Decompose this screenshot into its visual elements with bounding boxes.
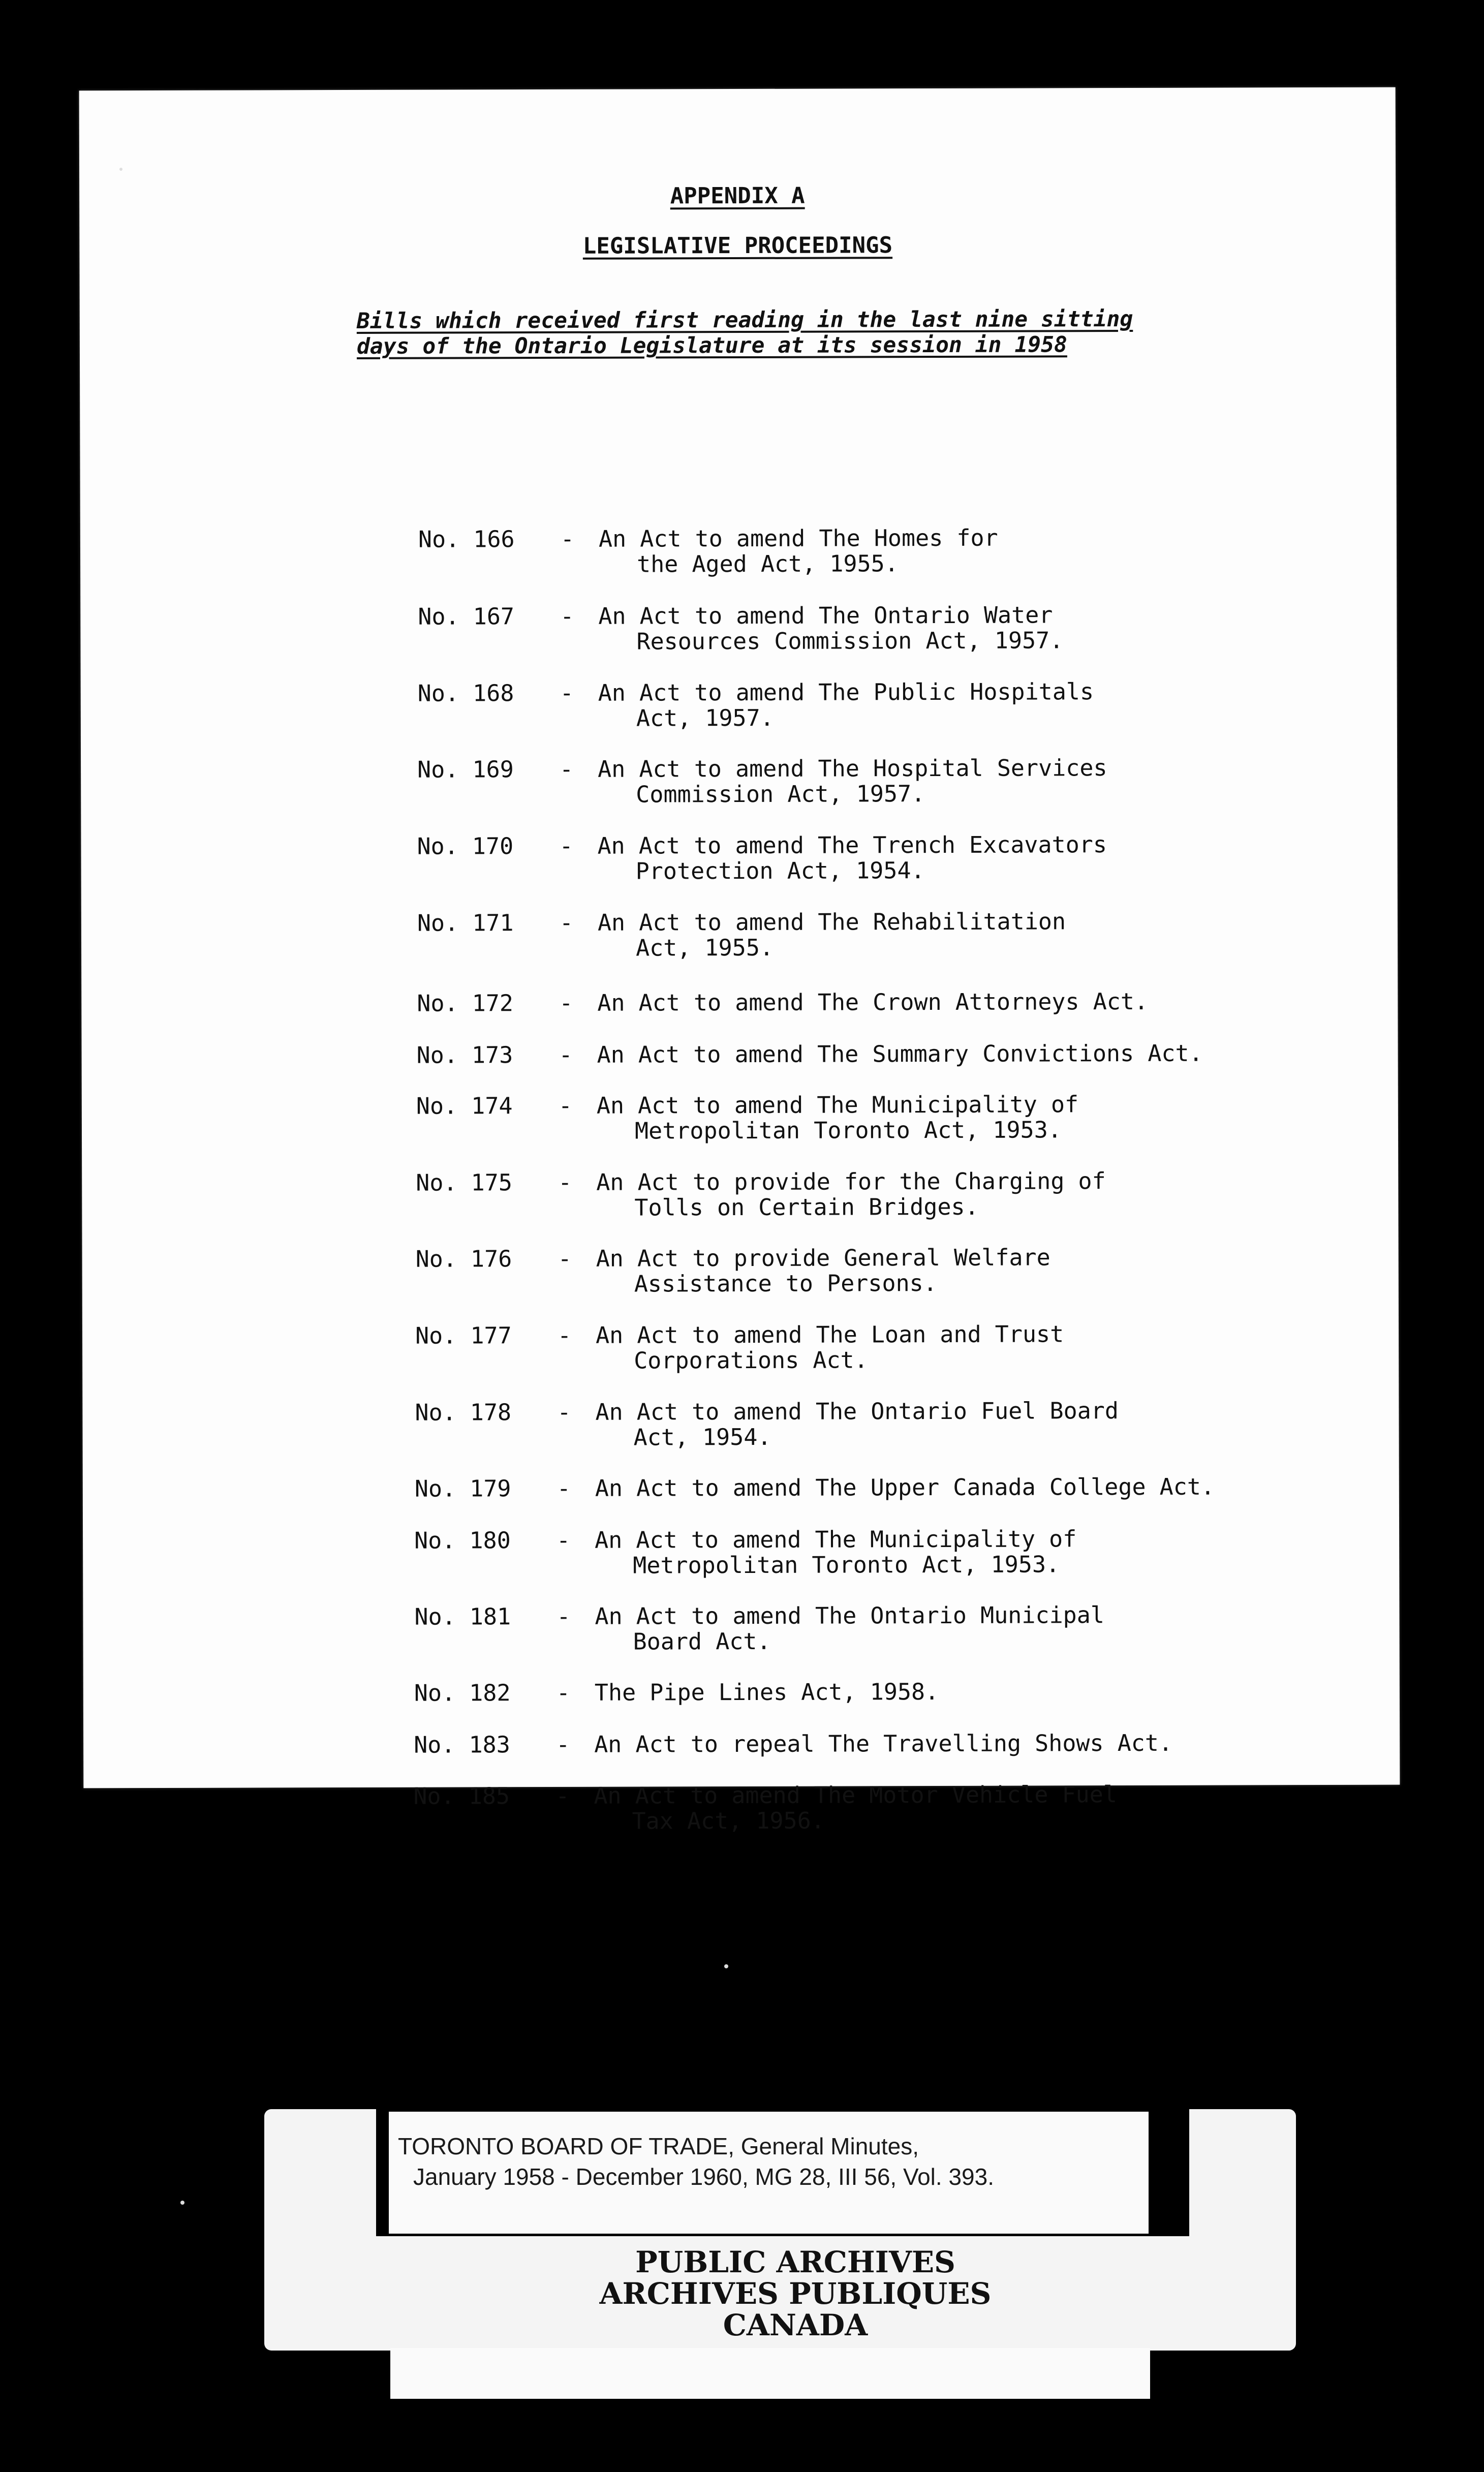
bill-dash: -	[556, 1731, 570, 1758]
bill-dash: -	[558, 1245, 572, 1272]
bill-title	[595, 1679, 1204, 1706]
bill-entry	[83, 1601, 1399, 1655]
bill-number: No. 171	[417, 909, 514, 937]
bill-title-line-2: Commission Act, 1957.	[636, 780, 925, 808]
bill-entry	[82, 1167, 1398, 1221]
bill-dash: -	[557, 1398, 571, 1426]
bill-entry	[82, 1039, 1398, 1069]
bill-title-line-2: Resources Commission Act, 1957.	[636, 627, 1064, 655]
bill-title-line-2: Act, 1954.	[633, 1423, 771, 1451]
document-page	[79, 87, 1400, 1835]
bill-number: No. 172	[417, 990, 514, 1017]
bill-title	[595, 1398, 1205, 1450]
section-heading: LEGISLATIVE PROCEEDINGS	[582, 232, 893, 259]
bill-title	[596, 1321, 1205, 1374]
bill-title-line-1: The Pipe Lines Act, 1958.	[594, 1678, 939, 1706]
bill-title	[598, 909, 1208, 961]
citation-org: TORONTO BOARD OF TRADE,	[398, 2133, 734, 2159]
bill-title	[594, 1782, 1203, 1834]
bill-number: No. 169	[417, 756, 514, 783]
citation-title: General Minutes,	[734, 2133, 919, 2159]
bill-number: No. 170	[417, 832, 514, 860]
bill-dash: -	[558, 1092, 573, 1119]
bill-title	[597, 1041, 1207, 1068]
bill-entry	[80, 524, 1397, 578]
bill-entry	[83, 1678, 1400, 1707]
label-bottom-strip	[390, 2348, 1150, 2399]
bill-title-line-2: Assistance to Persons.	[634, 1269, 937, 1297]
bill-number: No. 180	[414, 1527, 511, 1554]
bill-title	[597, 989, 1207, 1016]
bill-entry	[83, 1729, 1400, 1758]
bill-entry	[80, 601, 1397, 655]
archives-line-1: PUBLIC ARCHIVES	[635, 2245, 955, 2279]
bill-number: No. 176	[415, 1245, 512, 1273]
bill-title-line-1: An Act to amend The Rehabilitation	[597, 908, 1066, 936]
bill-dash: -	[559, 832, 573, 859]
bill-entry	[83, 1473, 1399, 1502]
bill-dash: -	[560, 602, 574, 630]
bill-title-line-2: Corporations Act.	[634, 1346, 868, 1374]
archives-line-2: ARCHIVES PUBLIQUES	[599, 2276, 992, 2311]
bill-dash: -	[558, 1168, 572, 1196]
bill-number: No. 185	[413, 1782, 510, 1810]
bill-title-line-1: An Act to provide General Welfare	[596, 1244, 1050, 1272]
bill-title	[595, 1526, 1204, 1579]
bill-title-line-1: An Act to amend The Upper Canada College Act.	[595, 1473, 1215, 1502]
bill-dash: -	[557, 1321, 572, 1349]
bill-entry	[83, 1525, 1399, 1579]
bill-title-line-1: An Act to repeal The Travelling Shows Act.	[594, 1729, 1173, 1758]
film-speck	[724, 1964, 728, 1968]
bill-title-line-2: Protection Act, 1954.	[635, 857, 925, 885]
bill-title-line-2: Tax Act, 1956.	[632, 1807, 825, 1835]
bill-title-line-2: Act, 1955.	[635, 934, 774, 962]
bill-dash: -	[560, 679, 574, 706]
bill-title	[599, 525, 1209, 577]
bill-title-line-1: An Act to provide for the Charging of	[596, 1167, 1106, 1196]
film-speck	[180, 2201, 184, 2205]
bill-number: No. 167	[418, 603, 515, 630]
bill-dash: -	[559, 909, 574, 936]
bill-entry	[81, 987, 1398, 1017]
bill-entry	[82, 1320, 1399, 1374]
bill-number: No. 168	[417, 679, 514, 707]
bill-title	[595, 1602, 1204, 1655]
bill-dash: -	[559, 1041, 573, 1068]
bill-number: No. 178	[415, 1399, 512, 1426]
bill-dash: -	[556, 1474, 571, 1502]
bill-entry	[82, 1244, 1399, 1297]
bill-title-line-1: An Act to amend The Hospital Services	[598, 754, 1107, 783]
bill-title	[594, 1731, 1204, 1757]
archives-line-3: CANADA	[723, 2308, 868, 2342]
bill-title	[598, 755, 1208, 808]
bill-title-line-1: An Act to amend The Motor Vehicle Fuel	[594, 1781, 1118, 1809]
bill-title-line-2: Metropolitan Toronto Act, 1953.	[634, 1116, 1062, 1145]
citation-details: January 1958 - December 1960, MG 28, III 56, Vol. 393.	[413, 2164, 994, 2190]
bill-entry	[81, 831, 1397, 885]
bill-title-line-1: An Act to amend The Ontario Fuel Board	[595, 1397, 1119, 1426]
bill-dash: -	[560, 755, 574, 783]
bill-dash: -	[560, 525, 575, 552]
bill-title-line-1: An Act to amend The Public Hospitals	[598, 678, 1094, 706]
bill-title-line-1: An Act to amend The Municipality of	[596, 1091, 1079, 1119]
appendix-heading: APPENDIX A	[670, 182, 805, 209]
bill-entry	[81, 754, 1397, 808]
bill-title	[596, 1168, 1206, 1221]
bill-title-line-2: Tolls on Certain Bridges.	[634, 1193, 979, 1221]
bill-title	[597, 1092, 1207, 1144]
bill-number: No. 174	[416, 1092, 513, 1120]
bill-title-line-1: An Act to amend The Municipality of	[595, 1525, 1077, 1554]
bill-title-line-1: An Act to amend The Loan and Trust	[595, 1320, 1064, 1349]
citation-card	[389, 2112, 1149, 2234]
bill-title-line-2: Act, 1957.	[636, 704, 774, 732]
bill-number: No. 166	[418, 526, 515, 553]
bill-dash: -	[555, 1782, 570, 1809]
bill-dash: -	[556, 1679, 571, 1706]
bill-title-line-1: An Act to amend The Summary Convictions Act.	[597, 1039, 1203, 1068]
bill-title	[596, 1245, 1206, 1297]
bill-number: No. 181	[414, 1603, 511, 1630]
bill-title-line-2: Metropolitan Toronto Act, 1953.	[633, 1551, 1060, 1579]
bill-number: No. 177	[415, 1322, 512, 1349]
bill-title	[595, 1473, 1215, 1502]
bill-title	[598, 679, 1208, 731]
bill-entry	[82, 1397, 1399, 1451]
archives-stamp	[534, 2246, 1057, 2341]
bill-title-line-1: An Act to amend The Crown Attorneys Act.	[597, 987, 1149, 1016]
bill-title-line-2: Board Act.	[633, 1627, 771, 1655]
bill-title	[597, 832, 1207, 884]
bill-title-line-1: An Act to amend The Ontario Municipal	[595, 1601, 1104, 1630]
bill-number: No. 179	[414, 1475, 511, 1502]
bill-number: No. 173	[416, 1041, 513, 1069]
bill-entry	[82, 1091, 1398, 1145]
film-speck	[119, 168, 122, 171]
bill-list	[79, 87, 1400, 1835]
bill-title-line-2: the Aged Act, 1955.	[637, 550, 899, 578]
bill-number: No. 175	[416, 1169, 512, 1196]
bill-dash: -	[556, 1526, 571, 1554]
bill-dash: -	[556, 1602, 571, 1630]
subtitle-line-2: days of the Ontario Legislature at its session in 1958	[356, 332, 1067, 359]
bill-number: No. 182	[414, 1679, 511, 1707]
bill-title-line-1: An Act to amend The Ontario Water	[598, 601, 1053, 630]
bill-entry	[83, 1781, 1400, 1835]
bill-number: No. 183	[414, 1731, 510, 1758]
subtitle-line-1: Bills which received first reading in the last nine sitting	[356, 306, 1133, 334]
bill-entry	[81, 908, 1398, 962]
bill-entry	[81, 678, 1397, 732]
bill-title-line-1: An Act to amend The Trench Excavators	[597, 831, 1107, 859]
bill-title-line-1: An Act to amend The Homes for	[598, 524, 998, 552]
bill-title	[598, 602, 1208, 655]
bill-dash: -	[559, 989, 573, 1016]
